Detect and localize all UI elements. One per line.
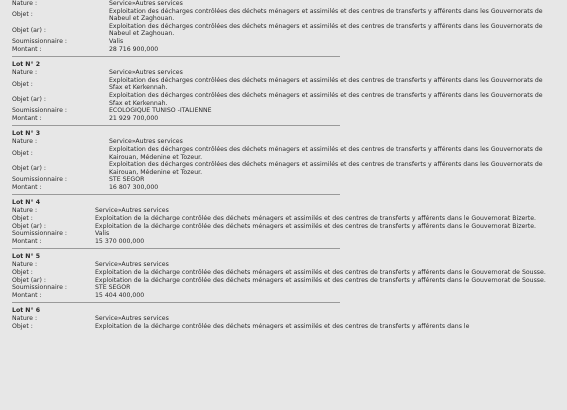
soumissionnaire-value: STE SEGOR [95,284,131,292]
objet-row [12,215,567,223]
objet-label: Objet : [12,149,33,157]
lot-title: Lot N° 3 [12,130,41,138]
divider [12,56,340,57]
nature-row [12,207,567,215]
objet-value: Exploitation des décharges contrôlées des déchets ménagers et assimilés et des centres de transferts y afférents dans les Gouvernorats de Nabeul et Zaghouan. [109,7,543,23]
lot-block [0,199,567,245]
objet-label: Objet : [12,80,33,88]
soumissionnaire-row [12,230,567,238]
objet-ar-label: Objet (ar) : [12,164,46,172]
objet-ar-value: Exploitation des décharges contrôlées des déchets ménagers et assimilés et des centres de transferts y afférents dans les Gouvernorats de Kairouan, Médenine et Tozeur. [109,161,543,176]
nature-label: Nature : [12,0,38,7]
lot-block [0,130,567,191]
nature-value: Service»Autres services [95,261,169,269]
montant-value: 15 404 400,000 [95,291,145,299]
objet-ar-label: Objet (ar) : [12,276,46,284]
nature-row [12,69,567,77]
soumissionnaire-label: Soumissionnaire : [12,176,67,184]
montant-label: Montant : [12,237,42,245]
nature-label: Nature : [12,261,38,269]
objet-ar-label: Objet (ar) : [12,95,46,103]
nature-row [12,261,567,269]
soumissionnaire-value: STE SEGOR [109,176,145,184]
lot-title: Lot N° 4 [12,199,41,207]
nature-label: Nature : [12,69,38,77]
lot-block [0,0,567,53]
montant-row [12,292,567,300]
nature-value: Service»Autres services [109,0,183,7]
soumissionnaire-row [12,284,567,292]
lot-title: Lot N° 2 [12,61,41,69]
montant-row [12,184,567,192]
soumissionnaire-label: Soumissionnaire : [12,107,67,115]
objet-row [12,146,567,161]
objet-ar-label: Objet (ar) : [12,222,46,230]
objet-ar-row [12,223,567,231]
montant-row [12,238,567,246]
objet-label: Objet : [12,11,33,19]
objet-ar-value: Exploitation des décharges contrôlées des déchets ménagers et assimilés et des centres de transferts y afférents dans les Gouvernorats de Sfax et Kerkennah. [109,91,543,107]
nature-label: Nature : [12,207,38,215]
lot-title: Lot N° 5 [12,253,41,261]
montant-value: 28 716 900,000 [109,45,159,53]
soumissionnaire-label: Soumissionnaire : [12,230,67,238]
objet-value: Exploitation des décharges contrôlées des déchets ménagers et assimilés et des centres de transferts y afférents dans les Gouvernorats de Sfax et Kerkennah. [109,76,543,92]
objet-ar-row [12,23,567,38]
nature-value: Service»Autres services [109,138,183,146]
soumissionnaire-row [12,107,567,115]
objet-ar-value: Exploitation des décharges contrôlées des déchets ménagers et assimilés et des centres de transferts y afférents dans les Gouvernorats de Nabeul et Zaghouan. [109,22,543,38]
soumissionnaire-value: Valis [95,230,110,238]
montant-label: Montant : [12,291,42,299]
soumissionnaire-row [12,176,567,184]
objet-ar-value: Exploitation de la décharge contrôlée des déchets ménagers et assimilés et des centres de transferts y afférents dans le Gouvernorat de Sousse. [95,276,546,284]
objet-ar-label: Objet (ar) : [12,26,46,34]
nature-row [12,138,567,146]
nature-value: Service»Autres services [95,315,169,323]
montant-label: Montant : [12,183,42,191]
nature-label: Nature : [12,315,38,323]
objet-row [12,323,567,331]
objet-value: Exploitation de la décharge contrôlée des déchets ménagers et assimilés et des centres de transferts y afférents dans le Gouvernorat de Sousse. [95,269,546,277]
objet-row [12,269,567,277]
divider [12,194,340,195]
objet-ar-row [12,92,567,107]
objet-value: Exploitation de la décharge contrôlée des déchets ménagers et assimilés et des centres de transferts y afférents dans le [95,323,470,330]
objet-ar-value: Exploitation de la décharge contrôlée des déchets ménagers et assimilés et des centres de transferts y afférents dans le Gouvernorat Bizerte. [95,222,537,230]
montant-row [12,46,567,54]
objet-ar-row [12,161,567,176]
montant-row [12,115,567,123]
nature-value: Service»Autres services [95,207,169,215]
objet-value: Exploitation de la décharge contrôlée des déchets ménagers et assimilés et des centres de transferts y afférents dans le Gouvernorat Bizerte. [95,215,537,223]
objet-value: Exploitation des décharges contrôlées des déchets ménagers et assimilés et des centres de transferts y afférents dans les Gouvernorats de Kairouan, Médenine et Tozeur. [109,145,543,161]
nature-row [12,315,567,323]
soumissionnaire-label: Soumissionnaire : [12,284,67,292]
montant-value: 16 807 300,000 [109,183,159,191]
objet-label: Objet : [12,215,33,223]
soumissionnaire-row [12,38,567,46]
nature-label: Nature : [12,138,38,146]
nature-value: Service»Autres services [109,69,183,77]
lot-title: Lot N° 6 [12,307,41,315]
lot-block [0,253,567,299]
montant-label: Montant : [12,114,42,122]
objet-row [12,8,567,23]
lot-block [0,61,567,122]
objet-row [12,77,567,92]
montant-value: 15 370 000,000 [95,237,145,245]
soumissionnaire-value: ECOLOGIQUE TUNISO -ITALIENNE [109,107,212,115]
divider [12,302,340,303]
nature-row [12,0,567,8]
soumissionnaire-label: Soumissionnaire : [12,37,67,45]
divider [12,248,340,249]
montant-label: Montant : [12,45,42,53]
lot-block [0,307,567,330]
objet-label: Objet : [12,269,33,277]
divider [12,125,340,126]
soumissionnaire-value: Valis [109,37,124,45]
objet-ar-row [12,277,567,285]
montant-value: 21 929 700,000 [109,114,159,122]
objet-label: Objet : [12,323,33,330]
